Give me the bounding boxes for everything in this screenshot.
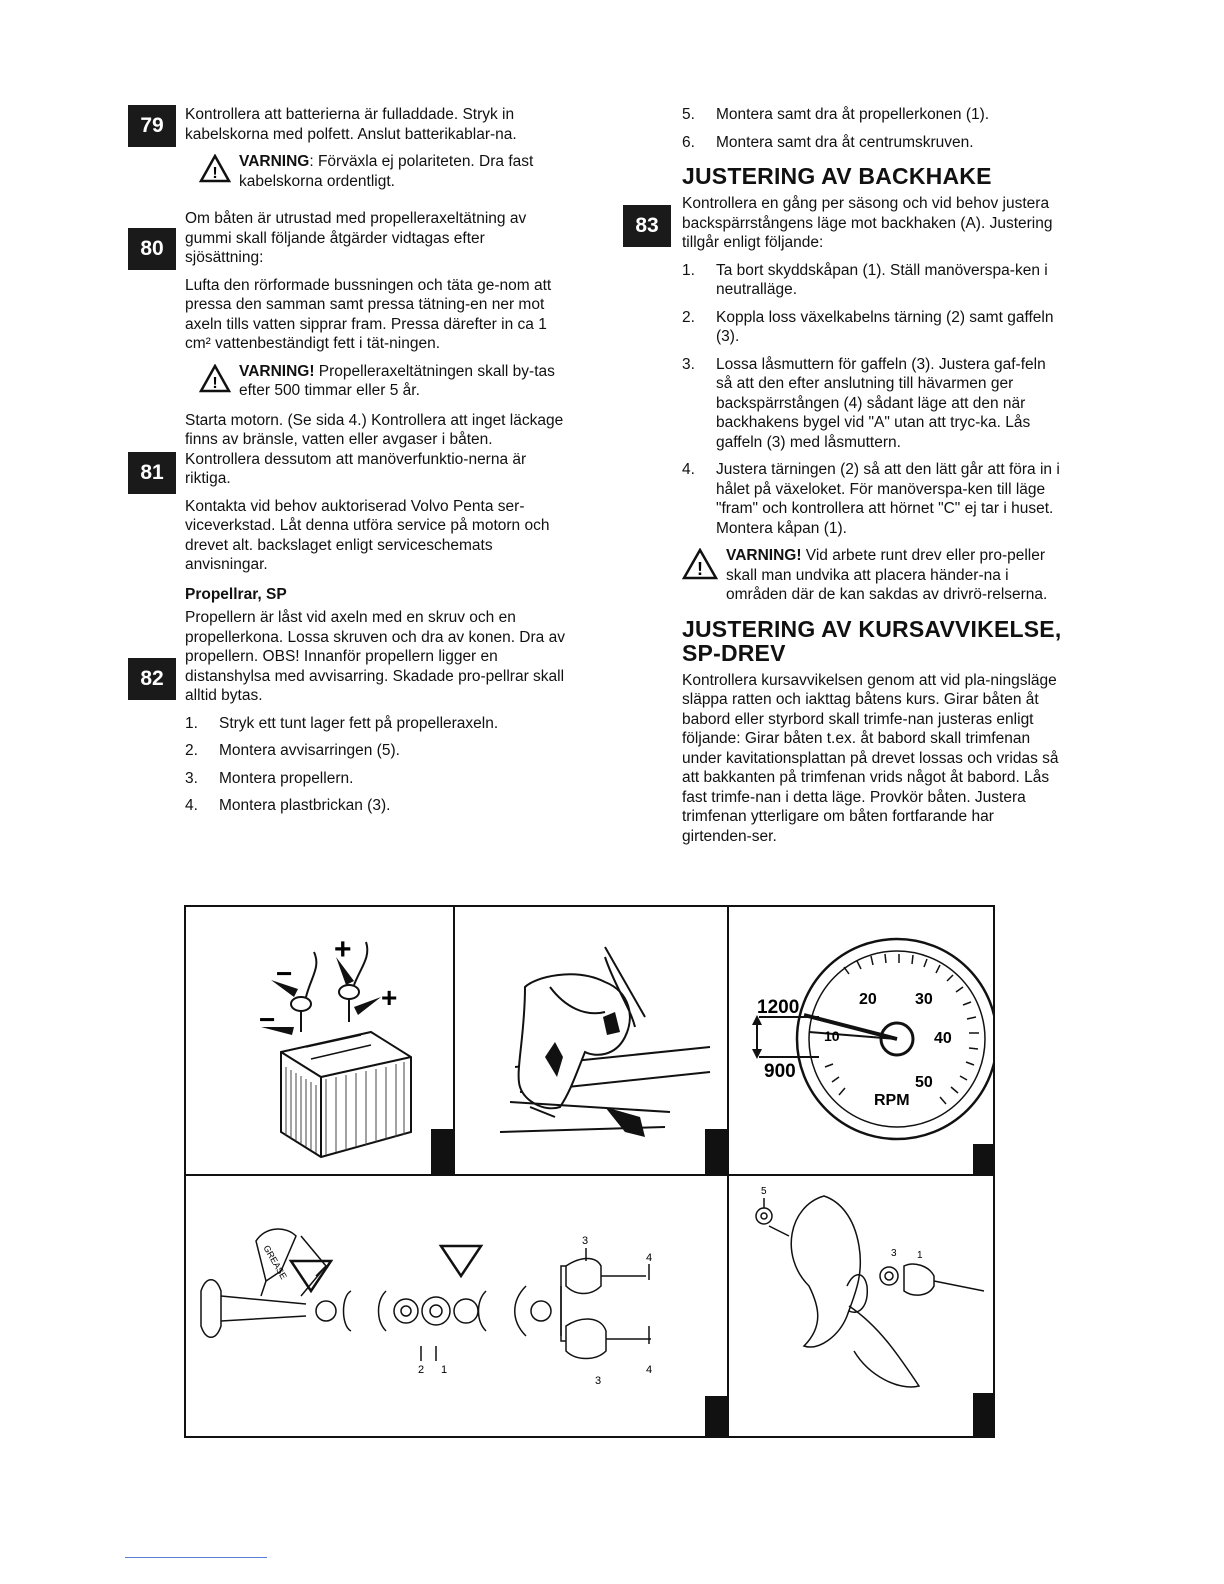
list-item: 2. Koppla loss växelkabelns tärning (2) samt gaffeln (3). <box>682 308 1054 345</box>
section-badge-82: 82 <box>128 658 176 700</box>
s81-text2: Kontakta vid behov auktoriserad Volvo Penta ser-viceverkstad. Låt denna utföra service på motorn och drevet alt. backslaget enligt serviceschemats anvisningar. <box>185 497 550 573</box>
section-badge-81: 81 <box>128 452 176 494</box>
s84-heading: JUSTERING AV KURSAVVIKELSE, SP-DREV <box>682 615 1062 666</box>
part-label-4b: 4 <box>646 1364 653 1376</box>
section-badge-79: 79 <box>128 105 176 147</box>
gauge-tick-50: 50 <box>915 1074 933 1091</box>
list-item: 1. Stryk ett tunt lager fett på propelleraxeln. <box>185 714 499 732</box>
section-badge-80: 80 <box>128 228 176 270</box>
part-label-1: 1 <box>441 1364 448 1376</box>
list-item: 6. Montera samt dra åt centrumskruven. <box>682 133 974 151</box>
figure-hand <box>455 907 729 1176</box>
s82-steps <box>185 714 565 816</box>
s80-text1: Om båten är utrustad med propelleraxeltätning av gummi skall följande åtgärder vidtagas efter sjösättning: <box>185 210 527 266</box>
figure-tab <box>705 1129 727 1174</box>
tachometer-illustration <box>729 907 995 1174</box>
list-item: 2. Montera avvisarringen (5). <box>185 742 400 759</box>
svg-text:!: ! <box>212 165 218 182</box>
s83-warning-text: Vid arbete runt drev eller pro-peller skall man undvika att placera händer-na i områden där de kan sakdas av drivrö-relserna. <box>726 547 1048 603</box>
figure-gauge <box>729 907 995 1176</box>
part-label-1: 1 <box>917 1250 923 1261</box>
s79-warning-label: VARNING <box>239 153 310 170</box>
right-column <box>682 105 1064 854</box>
hand-illustration <box>455 907 727 1174</box>
gauge-upper-limit: 1200 <box>757 997 800 1018</box>
s80-warning-text: Propelleraxeltätningen skall by-tas efter 500 timmar eller 5 år. <box>239 362 555 399</box>
warning-triangle-icon <box>199 364 231 393</box>
s80-warning <box>199 362 565 401</box>
propeller-exploded-illustration <box>186 1176 727 1438</box>
section-badge-83: 83 <box>623 205 671 247</box>
list-item: 5. Montera samt dra åt propellerkonen (1). <box>682 106 990 123</box>
figure-battery <box>186 907 455 1176</box>
part-label-4a: 4 <box>646 1252 653 1264</box>
list-item: 4. Montera plastbrickan (3). <box>185 797 391 814</box>
part-label-2: 2 <box>418 1364 425 1376</box>
battery-plus-label-1: + <box>334 933 352 966</box>
s84-text: Kontrollera kursavvikelsen genom att vid pla-ningsläge släppa ratten och iakttag båtens kurs. Girar båten åt babord eller styrbord skall trimfe-nan justeras enligt följande: Girar båten t.ex. åt babord skall trimfenan under kavitationsplattan på drevet lossas och vridas så att bakkanten på trimfenan vrids något åt babord. Lås fast trimfe-nan i detta läge. Provkör båten. Justera trimfenan ytterligare om båten fortfarande har girtenden-ser. <box>682 671 1059 845</box>
battery-illustration <box>186 907 453 1174</box>
s82-text: Propellern är låst vid axeln med en skruv och en propellerkona. Lossa skruven och dra av konen. Dra av propellern. OBS! Innanför propellern ligger en distanshylsa med avvisarring. Skadade pro-pellrar skall alltid bytas. <box>185 609 565 704</box>
gauge-unit-label: RPM <box>874 1092 910 1109</box>
figure-tab <box>431 1129 453 1174</box>
s80-text2: Lufta den rörformade bussningen och täta ge-nom att pressa den samman samt pressa tätning-en ner mot axeln tills vatten sipprar fram. Pressa därefter in ca 1 cm² vattenbeständigt fett i tät-ningen. <box>185 276 552 352</box>
figure-prop-assembled <box>729 1176 995 1438</box>
s79-warning <box>199 152 565 191</box>
figure-tab <box>973 1144 995 1174</box>
gauge-lower-limit: 900 <box>764 1061 796 1082</box>
list-item: 4. Justera tärningen (2) så att den lätt går att föra in i hålet på växeloket. För manöverspa-ken till läge "fram" och kontrollera att hörnet "C" ej tar i huset. Montera kåpan (1). <box>682 461 1060 537</box>
footer-rule <box>125 1557 267 1558</box>
gauge-tick-10: 10 <box>824 1028 840 1044</box>
s79-warning-text: : Förväxla ej polariteten. Dra fast kabelskorna ordentligt. <box>239 153 534 190</box>
s81-text1: Starta motorn. (Se sida 4.) Kontrollera att inget läckage finns av bränsle, vatten eller avgaser i båten. Kontrollera dessutom att manöverfunktio-nerna är riktiga. <box>185 411 564 487</box>
grease-label: GREASE <box>261 1243 289 1281</box>
list-item: 3. Montera propellern. <box>185 769 354 787</box>
s83-heading: JUSTERING AV BACKHAKE <box>682 163 992 189</box>
gauge-tick-40: 40 <box>934 1030 952 1047</box>
gauge-tick-20: 20 <box>859 991 877 1008</box>
s83-steps <box>682 261 1064 539</box>
left-column <box>185 105 565 824</box>
warning-triangle-icon <box>199 154 231 183</box>
s83-warning-label: VARNING! <box>726 547 802 564</box>
s82-heading: Propellrar, SP <box>185 585 287 603</box>
list-item: 1. Ta bort skyddskåpan (1). Ställ manöverspa-ken i neutralläge. <box>682 261 1048 298</box>
svg-text:!: ! <box>697 559 703 579</box>
list-item: 3. Lossa låsmuttern för gaffeln (3). Justera gaf-feln så att den efter anslutning till hävarmen ger backspärrstången (4) sådant läge att den när backhakens bygel vid "A" utan att tryc-ka. Lås gaffeln (3) med låsmuttern. <box>682 355 1046 451</box>
s79-text: Kontrollera att batterierna är fulladdade. Stryk in kabelskorna med polfett. Anslut batterikablar-na. <box>185 106 517 143</box>
battery-plus-label-2: + <box>381 982 398 1013</box>
part-label-3b: 3 <box>595 1375 602 1387</box>
figure-grid <box>184 905 995 1438</box>
gauge-tick-30: 30 <box>915 991 933 1008</box>
top-steps <box>682 105 1064 152</box>
warning-triangle-icon <box>682 548 718 580</box>
s83-text: Kontrollera en gång per säsong och vid behov justera backspärrstångens läge mot backhaken (A). Justering tillgår enligt följande: <box>682 195 1053 251</box>
propeller-assembled-illustration <box>729 1176 995 1438</box>
svg-text:!: ! <box>212 374 218 392</box>
s83-warning <box>682 546 1064 605</box>
figure-tab <box>973 1393 995 1438</box>
figure-prop-exploded <box>186 1176 729 1438</box>
part-label-3a: 3 <box>582 1235 589 1247</box>
s80-warning-label: VARNING! <box>239 362 315 380</box>
battery-minus-label-2: − <box>259 1004 276 1035</box>
part-label-3: 3 <box>891 1248 897 1259</box>
figure-tab <box>705 1396 727 1438</box>
part-label-5: 5 <box>761 1186 767 1197</box>
battery-minus-label-1: − <box>276 958 293 989</box>
